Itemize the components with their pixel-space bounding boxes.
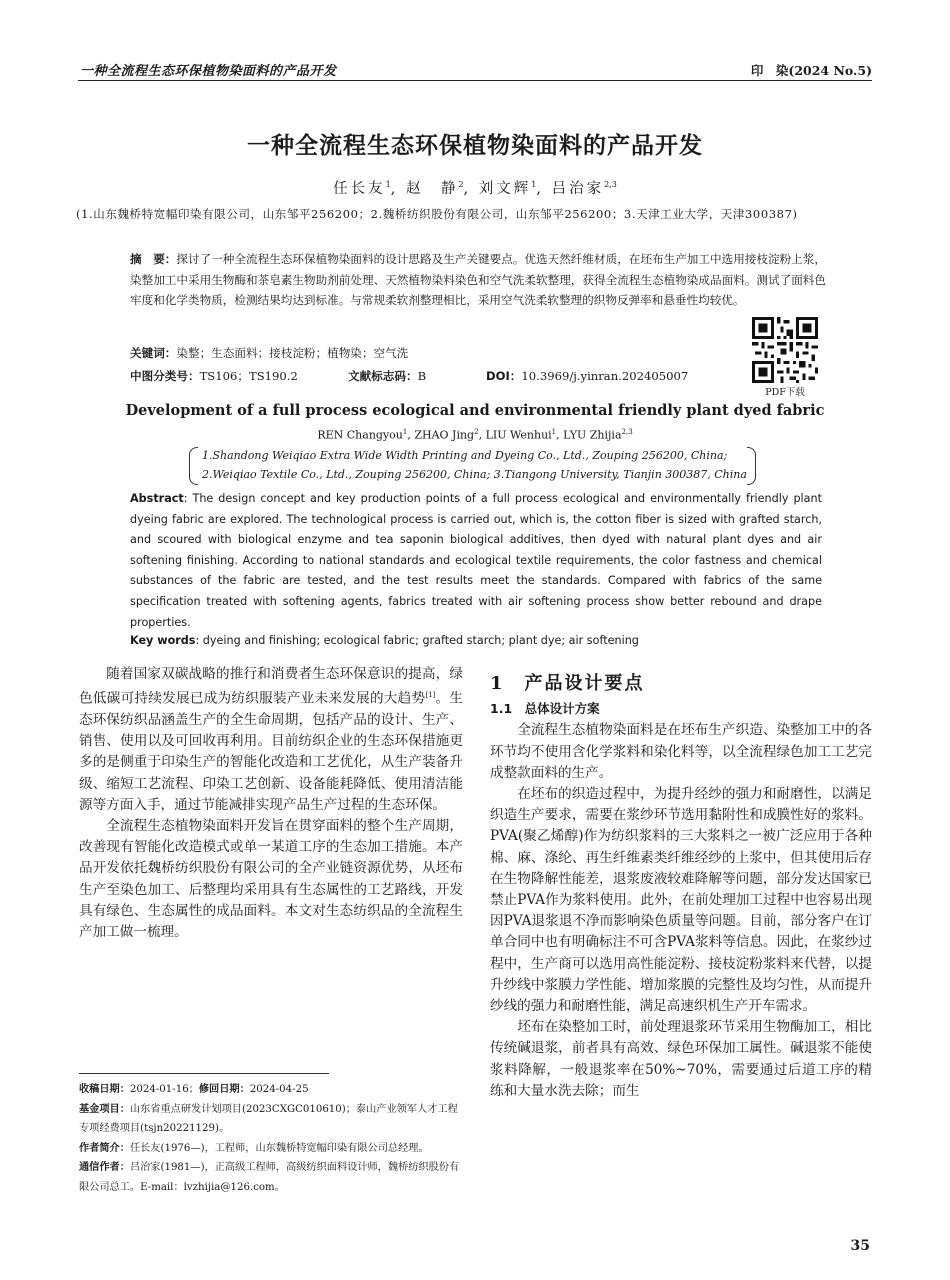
- affiliation-en-line2: 2.Weiqiao Textile Co., Ltd., Zouping 256200, China; 3.Tiangong University, Tianjin 300387, China: [202, 468, 747, 481]
- author-name-en: LIU Wenhui: [485, 428, 552, 442]
- abstract-label: 摘 要：: [130, 252, 177, 266]
- abstract-text: 探讨了一种全流程生态环保植物染面料的设计思路及生产关键要点。优选天然纤维材质，在坯布生产加工中选用接枝淀粉上浆，染整加工中采用生物酶和茶皂素生物助剂前处理、天然植物染料染色和空气洗柔软整理，获得全流程生态植物染成品面料。测试了面料色牢度和化学类物质，检测结果均达到标准。与常规柔软剂整理相比，采用空气洗柔软整理的织物反弹率和悬垂性均较优。: [130, 252, 826, 307]
- footnotes: [79, 1080, 463, 1197]
- footnote-text: 2024-04-25: [249, 1084, 309, 1095]
- affiliation-cn: (1.山东魏桥特宽幅印染有限公司，山东邹平256200；2.魏桥纺织股份有限公司，山东邹平256200；3.天津工业大学，天津300387): [76, 207, 798, 221]
- authors-en: REN Changyou$^1$, ZHAO Jing$^2$, LIU Wenhui$^1$, LYU Zhijia$^{2,3}$: [317, 428, 633, 442]
- footnote-rule: [79, 1073, 329, 1074]
- paper-title: 一种全流程生态环保植物染面料的产品开发: [247, 133, 703, 159]
- keywords-en-label: Key words: [130, 634, 196, 647]
- paragraph-text: 。生态环保纺织品涵盖生产的全生命周期，包括产品的设计、生产、销售、使用以及可回收再利用。目前纺织企业的生态环保措施更多的是侧重于印染生产的智能化改造和工艺优化，从生产装备升级、缩短工艺流程、印染工艺创新、设备能耗降低、使用清洁能源等方面入手，通过节能减排实现产品生产过程的生态环保。: [79, 690, 464, 813]
- abstract-cn: [130, 249, 826, 311]
- citation-ref[interactable]: [1]: [425, 691, 436, 700]
- keywords-label: 关键词：: [130, 346, 177, 360]
- running-header-title: 一种全流程生态环保植物染面料的产品开发: [80, 64, 337, 79]
- footnote-label: 通信作者：: [79, 1161, 130, 1173]
- paper-title-en: Development of a full process ecological and environmental friendly plant dyed fabric: [125, 402, 825, 419]
- abstract-en: [130, 489, 822, 633]
- body-column-left: [79, 664, 463, 943]
- footnote-label: 修回日期：: [198, 1083, 250, 1095]
- footnote-dates: [79, 1080, 463, 1100]
- author-sup: 2,3: [604, 180, 617, 190]
- keywords-cn: [130, 345, 408, 361]
- author-sup: 1: [385, 180, 391, 190]
- qr-code-icon[interactable]: [752, 317, 818, 383]
- author-name-en: REN Changyou: [317, 428, 403, 442]
- footnote-label: 收稿日期：: [79, 1083, 130, 1095]
- author-sup: 2: [458, 180, 464, 190]
- footnote-text: 任长友(1976—)，工程师，山东魏桥特宽幅印染有限公司总经理。: [129, 1142, 429, 1154]
- footnote-author: [79, 1139, 463, 1159]
- footnote-text: 2024-01-16；: [129, 1084, 199, 1095]
- classification-row: [130, 368, 730, 384]
- body-column-right: [490, 673, 872, 1102]
- author-sup: 1: [402, 428, 408, 436]
- author-sup: 1: [531, 180, 537, 190]
- author-sup: 2,3: [621, 428, 633, 436]
- abstract-en-text: : The design concept and key production points of a full process ecological and environmentally friendly plant dyeing fabric are explored. The technological process is carried out, which is, the cotton fiber is sized with grafted starch, and scoured with biological enzyme and tea saponin biological additives, then dyed with natural plant dyes and air softening finishing. According to national standards and ecological textile requirements, the color fastness and chemical substances of the fabric are tested, and the test results meet the standards. Compared with fabrics of the same specification treated with softening agents, fabrics treated with air softening process show better rebound and drape properties.: [130, 492, 822, 629]
- keywords-text: 染整；生态面料；接枝淀粉；植物染；空气洗: [176, 346, 409, 360]
- body-paragraph: 在坯布的织造过程中，为提升经纱的强力和耐磨性，以满足织造生产要求，需要在浆纱环节选用黏附性和成膜性好的浆料。PVA(聚乙烯醇)作为纺织浆料的三大浆料之一被广泛应用于各种棉、麻、涤纶、再生纤维素类纤维经纱的上浆中，但其使用后存在生物降解性能差，退浆废液较难降解等问题，部分发达国家已禁止PVA作为浆料使用。此外，在前处理加工过程中也容易出现因PVA退浆退不净而影响染色质量等问题。目前，部分客户在订单合同中也有明确标注不可含PVA浆料等信息。因此，在浆纱过程中，生产商可以选用高性能淀粉、接枝淀粉浆料来代替，以提升纱线中浆膜力学性能、增加浆膜的完整性及均匀性，从而提升纱线的强力和耐磨性能，满足高速织机生产开车需求。: [490, 786, 872, 1015]
- abstract-en-label: Abstract: [130, 492, 184, 505]
- authors-cn: 任长友$^1$, 赵 静$^2$, 刘文辉$^1$, 吕治家$^{2,3}$: [333, 180, 617, 197]
- body-paragraph: 全流程生态植物染面料是在坯布生产织造、染整加工中的各环节均不使用含化学浆料和染化料等，以全流程绿色加工工艺完成整款面料的生产。: [490, 722, 872, 781]
- clc-value: TS106；TS190.2: [199, 369, 298, 383]
- author-sup: 2: [474, 428, 479, 436]
- body-paragraph: [79, 664, 463, 816]
- affiliation-en-line1: 1.Shandong Weiqiao Extra Wide Width Printing and Dyeing Co., Ltd., Zouping 256200, China;: [202, 449, 728, 462]
- page-number: 35: [850, 1238, 870, 1254]
- keywords-en-text: : dyeing and finishing; ecological fabric; grafted starch; plant dye; air softening: [195, 634, 639, 647]
- doc-code-label: 文献标志码：: [348, 369, 418, 383]
- doi-label: DOI：: [486, 369, 522, 383]
- author-name: 赵 静: [405, 181, 459, 197]
- author-name: 刘文辉: [478, 181, 532, 197]
- subsection-heading: 1.1 总体设计方案: [490, 701, 600, 717]
- body-paragraph: 全流程生态植物染面料开发旨在贯穿面料的整个生产周期，改善现有智能化改造模式或单一某道工序的生态加工措施。本产品开发依托魏桥纺织股份有限公司的全产业链资源优势，从坯布生产至染色加工、后整理均采用具有生态属性的工艺路线，开发具有绿色、生态属性的成品面料。本文对生态纺织品的全流程生产加工做一梳理。: [79, 817, 463, 940]
- author-name: 任长友: [333, 181, 386, 197]
- section-heading: 1 产品设计要点: [490, 673, 645, 694]
- footnote-label: 基金项目：: [79, 1102, 130, 1115]
- author-sup: 1: [551, 428, 557, 436]
- paragraph-text: 随着国家双碳战略的推行和消费者生态环保意识的提高，绿色低碳可持续发展已成为纺织服装产业未来发展的大趋势: [79, 666, 463, 707]
- footnote-corresponding: [79, 1158, 463, 1197]
- qr-label: PDF下载: [765, 387, 805, 398]
- doi-value: 10.3969/j.yinran.202405007: [521, 369, 689, 383]
- body-paragraph: 坯布在染整加工时，前处理退浆环节采用生物酶加工，相比传统碱退浆，前者具有高效、绿色环保加工属性。碱退浆不能使浆料降解，一般退浆率在50%~70%，需要通过后道工序的精练和大量水洗去除；而生: [490, 1019, 872, 1099]
- author-name: 吕治家: [551, 181, 605, 197]
- affiliation-en: [190, 446, 752, 484]
- author-name-en: ZHAO Jing: [414, 428, 475, 442]
- keywords-en: [130, 634, 639, 647]
- footnote-text: 山东省重点研发计划项目(2023CXGC010610)；泰山产业领军人才工程专项经费项目(tsjn20221129)。: [79, 1103, 458, 1134]
- doc-code-value: B: [417, 369, 427, 383]
- footnote-text: 吕治家(1981—)，正高级工程师，高级纺织面料设计师，魏桥纺织股份有限公司总工。E-mail：lvzhijia@126.com。: [79, 1162, 460, 1193]
- clc-label: 中图分类号：: [130, 369, 200, 383]
- header-rule: [78, 80, 872, 81]
- footnote-fund: [79, 1100, 463, 1139]
- author-name-en: LYU Zhijia: [563, 428, 622, 442]
- running-header-journal: 印 染(2024 No.5): [750, 63, 872, 78]
- footnote-label: 作者简介：: [79, 1141, 130, 1154]
